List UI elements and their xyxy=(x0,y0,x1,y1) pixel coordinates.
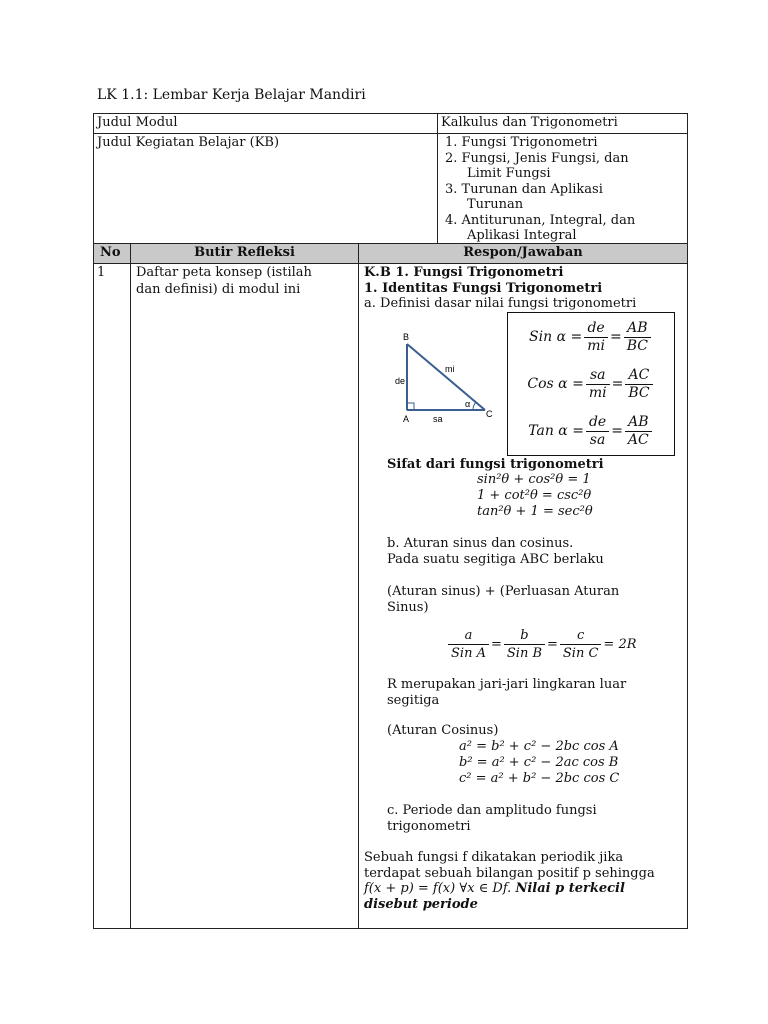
periodic-emphasis: Nilai p terkecil xyxy=(515,881,625,896)
row-number: 1 xyxy=(97,265,106,280)
sine-rule-formula: $\frac{a}{\text{Sin A}}$ = $\frac{b}{\text{Sin B}}$ = $\frac{c}{\text{Sin C}}$ = 2R xyxy=(446,627,637,662)
col-header-respon: Respon/Jawaban xyxy=(463,245,583,260)
side-label-sa: sa xyxy=(433,414,443,424)
periodic-text-1: Sebuah fungsi f dikatakan periodik jika xyxy=(364,850,624,865)
kb-item-4-cont: Aplikasi Integral xyxy=(467,228,577,243)
definisi-heading: a. Definisi dasar nilai fungsi trigonometri xyxy=(364,296,637,311)
angle-arc xyxy=(473,402,476,410)
cosine-rule-2: b² = a² + c² − 2ac cos B xyxy=(459,755,619,770)
right-triangle-figure xyxy=(385,326,500,426)
aturan-sinus-line-1: (Aturan sinus) + (Perluasan Aturan xyxy=(387,584,620,599)
judul-modul-value: Kalkulus dan Trigonometri xyxy=(441,115,618,130)
cosine-rule-1: a² = b² + c² − 2bc cos A xyxy=(459,739,619,754)
right-angle-marker xyxy=(407,403,414,410)
periode-heading-2: trigonometri xyxy=(387,819,471,834)
aturan-text: Pada suatu segitiga ABC berlaku xyxy=(387,552,604,567)
angle-label-alpha: α xyxy=(465,399,471,409)
aturan-heading: b. Aturan sinus dan cosinus. xyxy=(387,536,574,551)
identity-3: tan²θ + 1 = sec²θ xyxy=(477,504,593,519)
side-label-de: de xyxy=(395,376,406,386)
periodic-text-4: disebut periode xyxy=(364,897,478,912)
kb-item-4: 4. Antiturunan, Integral, dan xyxy=(445,213,636,228)
cosine-rule-3: c² = a² + b² − 2bc cos C xyxy=(459,771,620,786)
periodic-text-3 xyxy=(364,881,625,897)
sifat-heading: Sifat dari fungsi trigonometri xyxy=(387,457,604,472)
sin-definition: Sin α = $\frac{de}{mi}$ = $\frac{AB}{BC}$ xyxy=(508,315,674,359)
kb-item-2: 2. Fungsi, Jenis Fungsi, dan xyxy=(445,151,629,166)
butir-line-2: dan definisi) di modul ini xyxy=(136,282,301,297)
tan-definition: Tan α = $\frac{de}{sa}$ = $\frac{AB}{AC}$ xyxy=(508,409,674,453)
kb-item-1: 1. Fungsi Trigonometri xyxy=(445,135,598,150)
cos-definition: Cos α = $\frac{sa}{mi}$ = $\frac{AC}{BC}$ xyxy=(508,362,674,406)
identitas-heading: 1. Identitas Fungsi Trigonometri xyxy=(364,281,603,296)
definitions-box xyxy=(507,312,675,456)
vertex-label-a: A xyxy=(403,414,410,424)
periode-heading-1: c. Periode dan amplitudo fungsi xyxy=(387,803,597,818)
kb-item-2-cont: Limit Fungsi xyxy=(467,166,551,181)
judul-modul-label: Judul Modul xyxy=(97,115,178,130)
radius-text-2: segitiga xyxy=(387,693,440,708)
kb-item-3-cont: Turunan xyxy=(467,197,524,212)
vertex-label-c: C xyxy=(486,409,493,419)
col-header-butir: Butir Refleksi xyxy=(194,245,295,260)
periodic-text-2: terdapat sebuah bilangan positif p sehingga xyxy=(364,866,655,881)
aturan-sinus-line-2: Sinus) xyxy=(387,600,429,615)
col-header-no: No xyxy=(100,245,121,260)
butir-line-1: Daftar peta konsep (istilah xyxy=(136,265,312,280)
vertex-label-b: B xyxy=(403,332,410,342)
periodic-formula: f(x + p) = f(x) ∀x ∈ Df. xyxy=(364,881,512,896)
kb-item-3: 3. Turunan dan Aplikasi xyxy=(445,182,603,197)
radius-text-1: R merupakan jari-jari lingkaran luar xyxy=(387,677,627,692)
cosinus-heading: (Aturan Cosinus) xyxy=(387,723,499,738)
document-title: LK 1.1: Lembar Kerja Belajar Mandiri xyxy=(97,87,366,103)
side-label-mi: mi xyxy=(445,364,455,374)
triangle-side-mi xyxy=(407,344,485,410)
identity-2: 1 + cot²θ = csc²θ xyxy=(477,488,592,503)
kb-heading: K.B 1. Fungsi Trigonometri xyxy=(364,265,564,280)
identity-1: sin²θ + cos²θ = 1 xyxy=(477,472,591,487)
judul-kb-label: Judul Kegiatan Belajar (KB) xyxy=(97,135,280,150)
